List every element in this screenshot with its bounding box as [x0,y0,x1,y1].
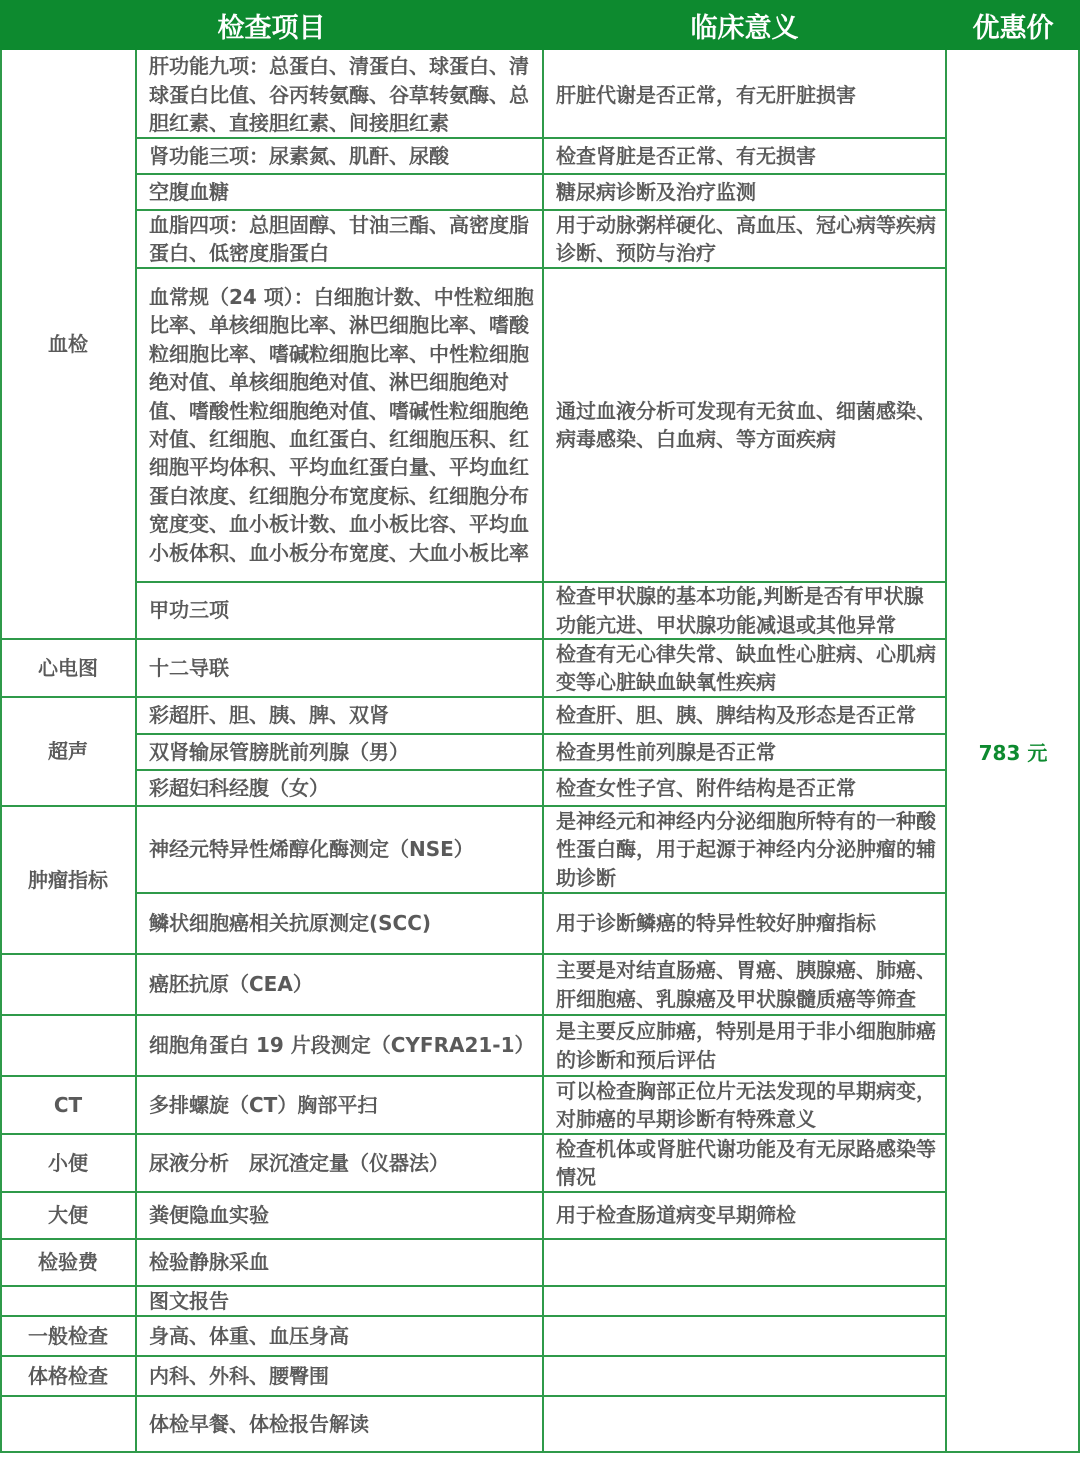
meaning-cell: 糖尿病诊断及治疗监测 [556,179,756,204]
item-cell: 身高、体重、血压身高 [149,1323,349,1348]
meaning-cell: 检查有无心律失常、缺血性心脏病、心肌病变等心脏缺血缺氧性疾病 [556,641,936,694]
category-urine: 小便 [48,1150,88,1175]
meaning-cell: 检查男性前列腺是否正常 [556,739,776,764]
price-value: 783 元 [978,740,1048,765]
item-cell: 双肾输尿管膀胱前列腺（男） [149,739,409,764]
item-cell: 彩超肝、胆、胰、脾、双肾 [149,703,389,728]
item-cell: 粪便隐血实验 [149,1203,269,1228]
category-physical: 体格检查 [28,1363,108,1388]
item-cell: 空腹血糖 [149,179,229,204]
meaning-cell: 检查机体或肾脏代谢功能及有无尿路感染等情况 [556,1136,936,1189]
item-cell: 肝功能九项：总蛋白、清蛋白、球蛋白、清球蛋白比值、谷丙转氨酶、谷草转氨酶、总胆红素、直接胆红素、间接胆红素 [149,54,529,136]
item-cell: 细胞角蛋白 19 片段测定（CYFRA21-1） [149,1033,535,1058]
meaning-cell: 用于诊断鳞癌的特异性较好肿瘤指标 [556,911,876,936]
meaning-cell: 用于检查肠道病变早期筛检 [556,1203,796,1228]
item-cell: 十二导联 [149,655,229,680]
item-cell: 多排螺旋（CT）胸部平扫 [149,1092,378,1117]
meaning-cell: 是神经元和神经内分泌细胞所特有的一种酸性蛋白酶，用于起源于神经内分泌肿瘤的辅助诊断 [556,808,936,890]
item-cell: 神经元特异性烯醇化酶测定（NSE） [149,837,474,862]
item-cell: 血脂四项：总胆固醇、甘油三酯、高密度脂蛋白、低密度脂蛋白 [149,212,529,265]
category-tumor: 肿瘤指标 [28,867,108,892]
item-cell: 尿液分析 尿沉渣定量（仪器法） [149,1150,449,1175]
meaning-cell: 肝脏代谢是否正常，有无肝脏损害 [556,82,856,107]
item-cell: 癌胚抗原（CEA） [149,972,313,997]
item-cell: 彩超妇科经腹（女） [149,775,329,800]
item-cell: 肾功能三项：尿素氮、肌酐、尿酸 [149,143,449,168]
category-ct: CT [53,1092,83,1117]
meaning-cell: 是主要反应肺癌，特别是用于非小细胞肺癌的诊断和预后评估 [556,1019,936,1072]
meaning-cell: 检查肝、胆、胰、脾结构及形态是否正常 [556,703,916,728]
meaning-cell: 检查肾脏是否正常、有无损害 [556,143,816,168]
category-ecg: 心电图 [38,655,98,680]
header-price: 优惠价 [972,12,1054,44]
category-lab-fee: 检验费 [38,1250,98,1275]
category-ultrasound: 超声 [48,739,88,764]
meaning-cell: 用于动脉粥样硬化、高血压、冠心病等疾病诊断、预防与治疗 [556,212,936,265]
meaning-cell: 可以检查胸部正位片无法发现的早期病变，对肺癌的早期诊断有特殊意义 [556,1078,936,1131]
item-cell: 血常规（24 项）：白细胞计数、中性粒细胞比率、单核细胞比率、淋巴细胞比率、嗜酸粒细胞比率、嗜碱粒细胞比率、中性粒细胞绝对值、单核细胞绝对值、淋巴细胞绝对值、嗜酸性粒细胞绝对值、嗜碱性粒细胞绝对值、红细胞、血红蛋白、红细胞压积、红细胞平均体积、平均血红蛋白量、平均血红蛋白浓度、红细胞分布宽度标、红细胞分布宽度变、血小板计数、血小板比容、平均血小板体积、血小板分布宽度、大血小板比率 [149,284,534,565]
meaning-cell: 通过血液分析可发现有无贫血、细菌感染、病毒感染、白血病、等方面疾病 [556,398,936,451]
item-cell: 甲功三项 [149,598,229,623]
meaning-cell: 主要是对结直肠癌、胃癌、胰腺癌、肺癌、肝细胞癌、乳腺癌及甲状腺髓质癌等筛查 [556,958,936,1011]
meaning-cell: 检查女性子宫、附件结构是否正常 [556,775,856,800]
category-general: 一般检查 [28,1323,108,1348]
item-cell: 图文报告 [149,1288,229,1313]
item-cell: 检验静脉采血 [149,1250,269,1275]
header-item: 检查项目 [217,12,326,44]
header-meaning: 临床意义 [690,12,799,44]
item-cell: 内科、外科、腰臀围 [149,1363,329,1388]
item-cell: 鳞状细胞癌相关抗原测定(SCC) [149,911,432,936]
category-stool: 大便 [48,1203,88,1228]
meaning-cell: 检查甲状腺的基本功能,判断是否有甲状腺功能亢进、甲状腺功能减退或其他异常 [556,584,924,637]
category-blood: 血检 [48,332,88,357]
item-cell: 体检早餐、体检报告解读 [149,1411,369,1436]
